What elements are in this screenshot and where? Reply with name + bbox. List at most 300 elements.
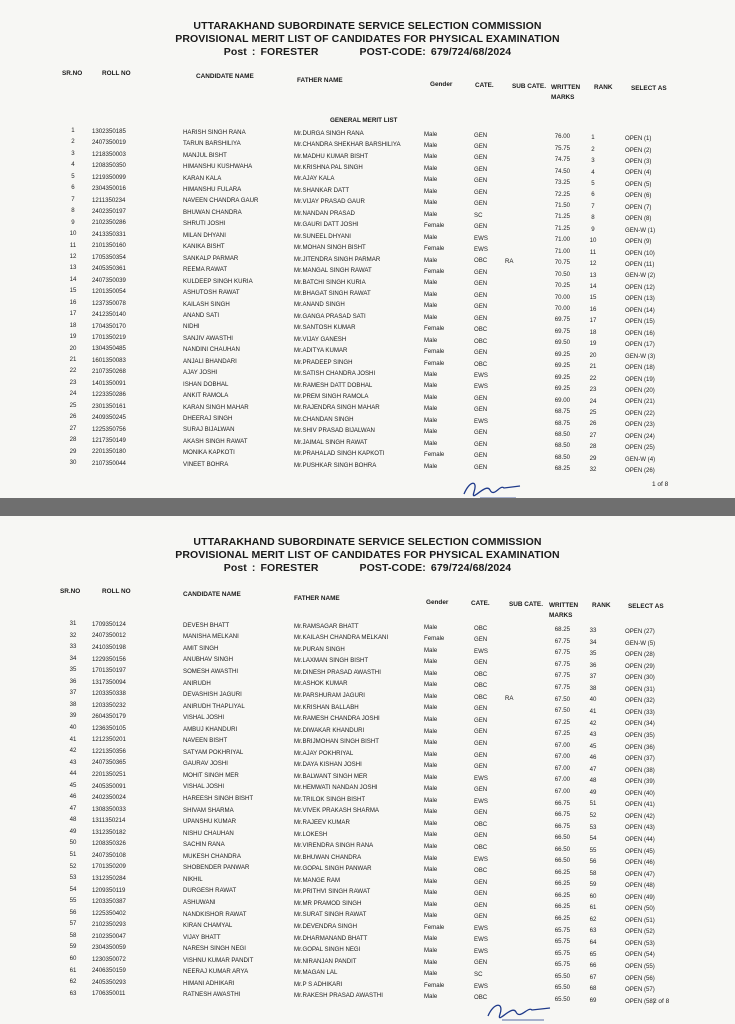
father-name: Mr.PRADEEP SINGH [294, 358, 353, 366]
select-as: OPEN (50) [625, 905, 655, 913]
sr-no: 61 [69, 966, 77, 974]
father-name: Mr.TRILOK SINGH BISHT [294, 795, 366, 803]
roll-no: 1203350232 [92, 701, 126, 709]
page-header [0, 516, 735, 575]
sr-no: 48 [69, 816, 77, 824]
signature-stamp [484, 1000, 568, 1024]
candidate-name: DEVESH BHATT [183, 621, 230, 629]
col-roll: ROLL NO [102, 588, 131, 595]
select-as: OPEN (9) [625, 238, 652, 246]
roll-no: 2407350039 [92, 276, 126, 284]
candidate-name: ANJALI BHANDARI [183, 357, 237, 365]
father-name: Mr.SATISH CHANDRA JOSHI [294, 370, 376, 378]
rank: 32 [589, 466, 597, 474]
sr-no: 50 [69, 839, 77, 847]
father-name: Mr.LOKESH [294, 830, 328, 838]
written-marks: 69.25 [554, 373, 570, 381]
candidate-name: MOHIT SINGH MER [183, 771, 239, 779]
sr-no: 44 [69, 770, 77, 778]
select-as: OPEN (19) [625, 375, 655, 383]
roll-no: 2407350019 [92, 139, 126, 147]
written-marks: 67.50 [554, 707, 570, 715]
roll-no: 1218350003 [92, 150, 126, 158]
written-marks: 67.75 [554, 637, 570, 645]
father-name: Mr.PARSHURAM JAGURI [294, 691, 365, 699]
category: GEN [474, 740, 488, 747]
candidate-name: MUKESH CHANDRA [183, 852, 241, 860]
father-name: Mr.MAGAN LAL [294, 969, 338, 977]
gender: Male [424, 912, 438, 920]
written-marks: 72.25 [554, 190, 570, 198]
category: GEN [474, 705, 488, 713]
rank: 12 [589, 260, 597, 268]
father-name: Mr.AJAY POKHRIYAL [294, 749, 354, 757]
select-as: OPEN (1) [625, 135, 652, 143]
sr-no: 25 [69, 401, 77, 409]
father-name: Mr.SHIV PRASAD BIJALWAN [294, 427, 375, 435]
rank: 7 [591, 202, 595, 210]
roll-no: 1237350078 [92, 299, 126, 307]
rank: 67 [589, 973, 597, 981]
sub-category: RA [505, 258, 514, 266]
gender: Male [424, 233, 438, 241]
written-marks: 66.50 [554, 857, 570, 865]
roll-no: 1706350011 [92, 990, 126, 998]
commission-title: UTTARAKHAND SUBORDINATE SERVICE SELECTION COMMISSION [193, 536, 542, 548]
written-marks: 70.00 [554, 305, 570, 313]
rank: 8 [591, 214, 595, 222]
select-as: OPEN (3) [625, 157, 652, 165]
candidate-name: NANDINI CHAUHAN [183, 346, 240, 354]
sr-no: 14 [69, 275, 77, 283]
sr-no: 51 [69, 851, 77, 858]
rank: 61 [589, 904, 597, 912]
candidate-name: RATNESH AWASTHI [183, 991, 241, 999]
written-marks: 68.50 [554, 453, 570, 461]
sr-no: 5 [71, 172, 75, 180]
roll-no: 2407350012 [92, 632, 126, 640]
sr-no: 28 [69, 436, 77, 444]
post-name: Post : FORESTER [223, 562, 319, 574]
father-name: Mr.PREM SINGH RAMOLA [294, 393, 369, 401]
sr-no: 42 [69, 747, 77, 755]
written-marks: 65.75 [554, 949, 570, 957]
gender: Male [424, 854, 438, 862]
father-name: Mr.ASHOK KUMAR [294, 680, 348, 688]
candidate-name: NIKHIL [183, 875, 203, 883]
written-marks: 68.75 [554, 408, 570, 416]
written-marks: 66.75 [554, 822, 570, 830]
candidate-name: KIRAN CHAMYAL [183, 922, 233, 930]
father-name: Mr.MOHAN SINGH BISHT [294, 244, 366, 252]
candidate-name: NAVEEN BISHT [183, 737, 228, 745]
category: GEN [474, 716, 488, 724]
roll-no: 2102350293 [92, 921, 126, 929]
written-marks: 75.75 [554, 144, 570, 152]
select-as: OPEN (47) [625, 870, 655, 878]
written-marks: 76.00 [554, 133, 570, 141]
written-marks: 65.50 [554, 972, 570, 980]
select-as: OPEN (54) [625, 951, 655, 959]
sr-no: 46 [69, 793, 77, 801]
select-as: OPEN (44) [625, 835, 655, 843]
rank: 35 [589, 650, 597, 658]
written-marks: 74.50 [554, 167, 570, 175]
candidate-name: ANAND SATI [183, 311, 220, 319]
candidate-name: AJAY JOSHI [183, 369, 218, 377]
father-name: Mr.JAIMAL SINGH RAWAT [294, 438, 368, 446]
table-row [0, 149, 735, 165]
gender: Male [424, 843, 438, 851]
category: GEN [474, 913, 488, 921]
gender: Male [424, 623, 438, 631]
candidate-name: VINEET BOHRA [183, 460, 229, 468]
rank: 63 [589, 927, 597, 935]
select-as: OPEN (28) [625, 651, 655, 659]
father-name: Mr.BHAGAT SINGH RAWAT [294, 289, 371, 297]
gender: Male [424, 142, 438, 150]
select-as: OPEN (35) [625, 732, 655, 740]
sr-no: 38 [69, 700, 77, 708]
rank: 54 [589, 835, 597, 843]
gender: Male [424, 462, 438, 470]
father-name: Mr.SUNEEL DHYANI [294, 232, 351, 240]
sr-no: 60 [69, 954, 77, 962]
roll-no: 2201350180 [92, 448, 126, 456]
sr-no: 52 [69, 862, 77, 870]
candidate-name: VIJAY BHATT [183, 933, 221, 941]
category: EWS [474, 947, 488, 955]
table-row [0, 172, 735, 188]
roll-no: 1705350354 [92, 253, 126, 261]
sr-no: 56 [69, 908, 77, 916]
rank: 21 [589, 363, 597, 371]
candidate-name: UPANSHU KUMAR [183, 818, 237, 826]
father-name: Mr.ANAND SINGH [294, 301, 345, 309]
gender: Male [424, 187, 438, 195]
gender: Male [424, 199, 438, 207]
gender: Male [424, 866, 438, 874]
roll-no: 1225350756 [92, 425, 126, 433]
rank: 23 [589, 386, 597, 394]
rank: 48 [589, 777, 597, 785]
father-name: Mr.JITENDRA SINGH PARMAR [294, 255, 381, 263]
category: GEN [474, 268, 488, 276]
category: GEN [474, 349, 488, 357]
rank: 41 [589, 708, 597, 716]
written-marks: 67.75 [554, 672, 570, 680]
father-name: Mr.PRITHVI SINGH RAWAT [294, 888, 371, 896]
col-name: CANDIDATE NAME [196, 73, 254, 80]
sr-no: 40 [69, 723, 77, 731]
gender: Male [424, 646, 438, 654]
select-as: OPEN (45) [625, 847, 655, 855]
post-name: Post : FORESTER [223, 46, 319, 58]
sr-no: 29 [69, 447, 77, 455]
father-name: Mr.VIJAY GANESH [294, 335, 347, 343]
sr-no: 16 [69, 298, 77, 306]
sr-no: 49 [69, 827, 77, 835]
select-as: OPEN (7) [625, 203, 652, 211]
candidate-name: KAILASH SINGH [183, 300, 230, 308]
candidate-name: HIMANSHU FULARA [183, 186, 242, 194]
written-marks: 66.75 [554, 811, 570, 819]
written-marks: 69.50 [554, 339, 570, 347]
page-number: 1 of 8 [652, 481, 669, 488]
select-as: OPEN (33) [625, 708, 655, 716]
select-as: OPEN (40) [625, 789, 655, 797]
father-name: Mr.MANGAL SINGH RAWAT [294, 267, 372, 275]
gender: Male [424, 796, 438, 804]
roll-no: 1203350387 [92, 898, 126, 906]
candidate-name: MILAN DHYANI [183, 231, 226, 239]
page-number: 2 of 8 [653, 998, 670, 1005]
roll-no: 2410350198 [92, 643, 126, 651]
rank: 17 [589, 317, 597, 325]
candidate-name: BHUWAN CHANDRA [183, 208, 242, 216]
select-as: OPEN (17) [625, 341, 655, 349]
father-name: Mr.P S ADHIKARI [294, 980, 343, 988]
roll-no: 1317350094 [92, 678, 126, 686]
sr-no: 30 [69, 459, 77, 467]
col-roll: ROLL NO [102, 70, 131, 77]
candidate-name: NANDKISHOR RAWAT [183, 910, 247, 918]
written-marks: 70.25 [554, 282, 570, 290]
roll-no: 2604350179 [92, 713, 126, 721]
father-name: Mr.RAMESH CHANDRA JOSHI [294, 715, 380, 723]
category: GEN [474, 154, 488, 162]
written-marks: 71.25 [554, 213, 570, 221]
rank: 56 [589, 858, 597, 866]
rank: 16 [589, 305, 597, 313]
sr-no: 41 [69, 735, 77, 743]
rank: 36 [589, 661, 597, 669]
written-marks: 67.75 [554, 649, 570, 657]
category: OBC [474, 337, 488, 345]
rank: 51 [589, 800, 597, 808]
select-as: OPEN (16) [625, 329, 655, 337]
rank: 49 [589, 788, 597, 796]
gender: Male [424, 153, 438, 161]
rank: 33 [589, 627, 597, 635]
select-as: OPEN (52) [625, 928, 655, 936]
father-name: Mr.NIRANJAN PANDIT [294, 957, 357, 965]
col-gender: Gender [426, 599, 449, 606]
category: GEN [474, 786, 488, 794]
sr-no: 26 [69, 413, 77, 421]
written-marks: 68.50 [554, 430, 570, 438]
rank: 4 [591, 168, 595, 176]
rank: 5 [591, 179, 595, 187]
candidate-name: ASHUTOSH RAWAT [183, 289, 240, 297]
rank: 10 [589, 237, 597, 245]
roll-no: 2402350024 [92, 794, 126, 802]
category: GEN [474, 429, 488, 437]
roll-no: 1401350091 [92, 379, 126, 387]
candidate-name: HARISH SINGH RANA [183, 128, 246, 136]
category: EWS [474, 936, 488, 944]
rank: 47 [589, 765, 597, 773]
written-marks: 67.00 [554, 753, 570, 761]
rank: 3 [591, 157, 595, 165]
candidate-name: DHEERAJ SINGH [183, 415, 233, 423]
father-name: Mr.PUSHKAR SINGH BOHRA [294, 461, 377, 469]
category: GEN [474, 314, 488, 322]
rank: 25 [589, 408, 597, 416]
category: GEN [474, 406, 488, 414]
category: GEN [474, 280, 488, 288]
candidate-name: VISHNU KUMAR PANDIT [183, 956, 254, 964]
list-subtitle: PROVISIONAL MERIT LIST OF CANDIDATES FOR PHYSICAL EXAMINATION [175, 549, 560, 561]
roll-no: 2102350047 [92, 932, 126, 940]
col-gender: Gender [430, 81, 453, 88]
rank: 46 [589, 754, 597, 762]
gender: Male [424, 428, 438, 436]
gender: Male [424, 970, 438, 978]
select-as: OPEN (51) [625, 916, 655, 924]
post-code: POST-CODE: 679/724/68/2024 [359, 46, 512, 58]
father-name: Mr.BRIJMOHAN SINGH BISHT [294, 738, 379, 746]
written-marks: 66.25 [554, 915, 570, 923]
father-name: Mr.GOPAL SINGH PANWAR [294, 865, 372, 873]
rank: 68 [589, 985, 597, 993]
written-marks: 71.00 [554, 247, 570, 255]
sr-no: 59 [69, 943, 77, 951]
roll-no: 2406350159 [92, 967, 126, 975]
sr-no: 63 [69, 989, 77, 997]
select-as: OPEN (12) [625, 283, 655, 291]
written-marks: 69.00 [554, 396, 570, 404]
select-as: OPEN (58) [625, 997, 655, 1005]
rank: 2 [591, 145, 595, 153]
select-as: OPEN (6) [625, 192, 652, 200]
col-sub: SUB CATE. [509, 601, 543, 608]
signature-stamp [460, 476, 540, 498]
select-as: OPEN (4) [625, 169, 652, 177]
select-as: OPEN (5) [625, 180, 652, 188]
category: GEN [474, 751, 488, 759]
category: OBC [474, 624, 488, 632]
gender: Male [424, 336, 438, 344]
col-rank: RANK [594, 84, 613, 91]
sr-no: 33 [69, 643, 77, 651]
father-name: Mr.RAMESH DATT DOBHAL [294, 381, 373, 389]
candidate-name: NARESH SINGH NEGI [183, 945, 246, 953]
col-father: FATHER NAME [294, 595, 340, 602]
father-name: Mr.RAKESH PRASAD AWASTHI [294, 992, 383, 1000]
select-as: OPEN (39) [625, 778, 655, 786]
written-marks: 66.50 [554, 845, 570, 853]
candidate-name: HAREESH SINGH BISHT [183, 795, 254, 803]
gender: Female [424, 222, 445, 230]
gender: Male [424, 176, 438, 184]
category: EWS [474, 797, 488, 805]
candidate-name: AMIT SINGH [183, 644, 219, 652]
candidate-name: NIDHI [183, 323, 200, 331]
category: EWS [474, 855, 488, 863]
select-as: GEN-W (3) [625, 352, 656, 360]
father-name: Mr.HEMWATI NANDAN JOSHI [294, 784, 378, 792]
select-as: OPEN (24) [625, 432, 655, 440]
father-name: Mr.GAURI DATT JOSHI [294, 221, 359, 229]
candidate-name: SACHIN RANA [183, 841, 225, 849]
col-sr: SR.NO [60, 588, 81, 595]
gender: Female [424, 267, 445, 275]
candidate-name: ISHAN DOBHAL [183, 380, 229, 388]
rank: 1 [591, 134, 595, 142]
category: OBC [474, 843, 488, 851]
sr-no: 23 [69, 378, 77, 386]
gender: Female [424, 923, 445, 931]
written-marks: 67.75 [554, 660, 570, 668]
roll-no: 1223350286 [92, 391, 126, 399]
candidate-name: SHOBENDER PANWAR [183, 864, 250, 872]
sr-no: 32 [69, 631, 77, 639]
written-marks: 69.75 [554, 327, 570, 335]
select-as: OPEN (22) [625, 409, 655, 417]
candidate-name: DEVASHISH JAGURI [183, 691, 242, 699]
written-marks: 67.00 [554, 787, 570, 795]
father-name: Mr.RAMSAGAR BHATT [294, 622, 359, 630]
roll-no: 2405350293 [92, 978, 126, 986]
roll-no: 1229350156 [92, 655, 126, 663]
select-as: OPEN (46) [625, 859, 655, 867]
category: GEN [474, 832, 488, 840]
category: GEN [474, 463, 488, 471]
roll-no: 2101350160 [92, 242, 126, 250]
category: GEN [474, 440, 488, 448]
written-marks: 69.25 [554, 385, 570, 393]
written-marks: 68.25 [554, 626, 570, 634]
category: SC [474, 971, 483, 978]
category: GEN [474, 763, 488, 771]
rank: 52 [589, 811, 597, 819]
category: OBC [474, 682, 488, 690]
sr-no: 58 [69, 931, 77, 939]
father-name: Mr.VIVEK PRAKASH SHARMA [294, 807, 379, 815]
roll-no: 1701350219 [92, 333, 126, 341]
roll-no: 2107350044 [92, 459, 126, 467]
category: GEN [474, 890, 488, 898]
written-marks: 74.75 [554, 156, 570, 164]
candidate-name: NEERAJ KUMAR ARYA [183, 968, 249, 976]
gender: Male [424, 658, 438, 666]
col-sr: SR.NO [62, 70, 83, 77]
sr-no: 37 [69, 689, 77, 697]
roll-no: 1704350170 [92, 322, 126, 330]
roll-no: 2102350286 [92, 219, 126, 227]
father-name: Mr.CHANDRA SHEKHAR BARSHILIYA [294, 141, 401, 149]
candidate-name: KARAN KALA [183, 174, 222, 182]
gender: Female [424, 359, 445, 367]
roll-no: 1312350284 [92, 874, 126, 882]
rank: 45 [589, 742, 597, 750]
sr-no: 8 [71, 207, 75, 215]
candidate-name: ASHUWANI [183, 898, 216, 906]
candidate-name: SOMESH AWASTHI [183, 667, 239, 675]
list-subtitle: PROVISIONAL MERIT LIST OF CANDIDATES FOR PHYSICAL EXAMINATION [175, 33, 560, 45]
roll-no: 1701350197 [92, 667, 126, 675]
roll-no: 1209350119 [92, 886, 126, 894]
category: GEN [474, 188, 488, 196]
gender: Male [424, 900, 438, 908]
candidate-name: VISHAL JOSHI [183, 783, 225, 791]
category: EWS [474, 982, 488, 990]
written-marks: 70.50 [554, 270, 570, 278]
father-name: Mr.NANDAN PRASAD [294, 209, 355, 217]
written-marks: 66.25 [554, 891, 570, 899]
category: GEN [474, 809, 488, 817]
